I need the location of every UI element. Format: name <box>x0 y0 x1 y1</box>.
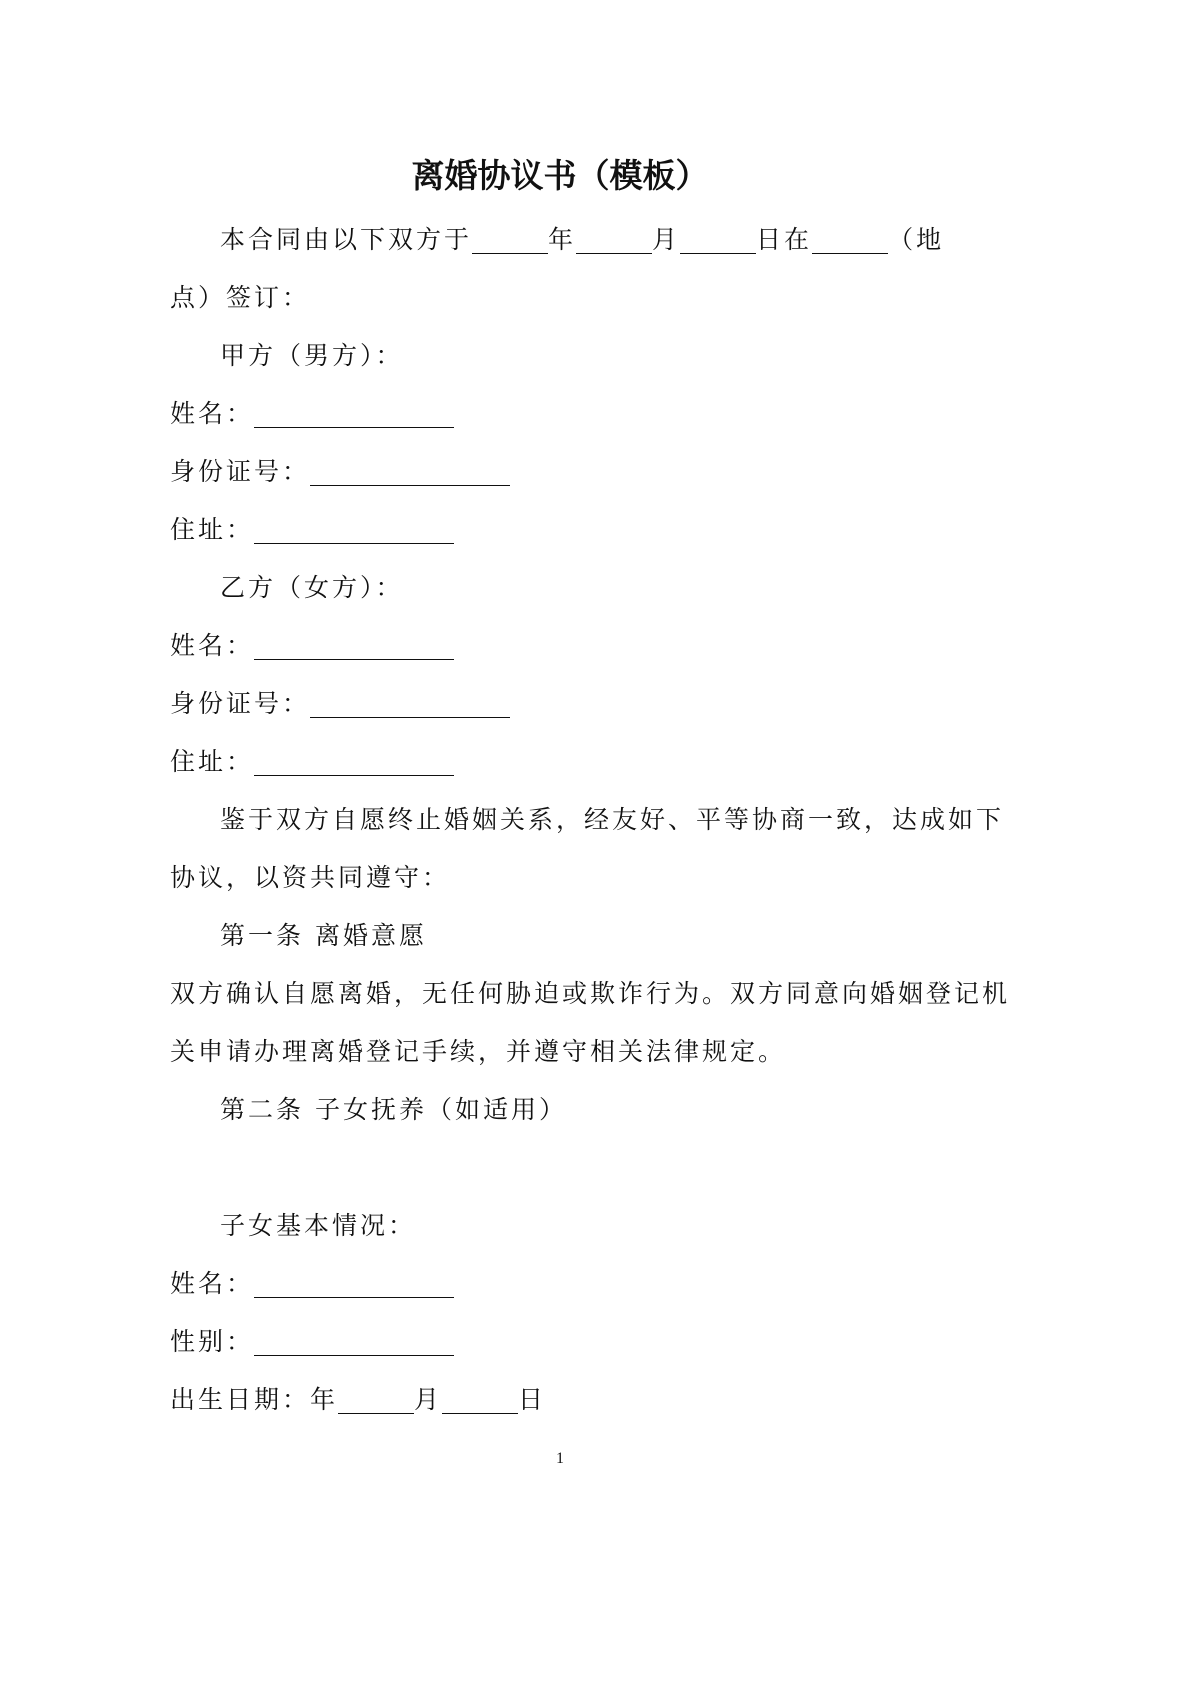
child-gender-row <box>170 1313 950 1371</box>
party-b-name-row <box>170 617 950 675</box>
intro-prefix: 本合同由以下双方于 <box>220 225 473 254</box>
party-a-id-field[interactable] <box>310 457 510 486</box>
place-blank[interactable] <box>812 225 888 254</box>
party-a-name-label: 姓名： <box>170 399 255 428</box>
intro-year-label: 年 <box>548 225 577 254</box>
party-b-heading: 乙方（女方）： <box>220 573 404 602</box>
party-b-name-label: 姓名： <box>170 631 255 660</box>
child-name-field[interactable] <box>254 1269 454 1298</box>
child-birth-day-field[interactable] <box>442 1385 518 1414</box>
article-1-heading: 第一条 离婚意愿 <box>220 921 427 950</box>
child-birth-day-label: 日 <box>518 1385 547 1414</box>
preamble-line-1: 鉴于双方自愿终止婚姻关系，经友好、平等协商一致，达成如下 <box>220 805 1005 834</box>
intro-month-label: 月 <box>652 225 681 254</box>
party-b-id-row <box>170 675 950 733</box>
document-body <box>170 211 1011 1429</box>
child-birth-row <box>170 1371 950 1429</box>
party-a-name-field[interactable] <box>254 399 454 428</box>
party-a-address-field[interactable] <box>254 515 454 544</box>
party-a-id-label: 身份证号： <box>170 457 311 486</box>
day-blank[interactable] <box>680 225 756 254</box>
article-2-heading: 第二条 子女抚养（如适用） <box>220 1095 567 1124</box>
article-1-line-1: 双方确认自愿离婚，无任何胁迫或欺诈行为。双方同意向婚姻登记机 <box>170 979 1011 1008</box>
intro-place-open: （地 <box>888 225 945 254</box>
blank-spacer <box>170 1139 950 1197</box>
party-b-name-field[interactable] <box>254 631 454 660</box>
document-title: 离婚协议书（模板） <box>411 156 709 195</box>
child-name-label: 姓名： <box>170 1269 255 1298</box>
child-gender-label: 性别： <box>170 1327 255 1356</box>
child-birth-month-field[interactable] <box>338 1385 414 1414</box>
party-b-id-label: 身份证号： <box>170 689 311 718</box>
intro-line-2: 点）签订： <box>170 283 311 312</box>
intro-day-label: 日在 <box>756 225 813 254</box>
child-name-row <box>170 1255 950 1313</box>
party-b-address-label: 住址： <box>170 747 255 776</box>
article-1-line-2: 关申请办理离婚登记手续，并遵守相关法律规定。 <box>170 1037 787 1066</box>
preamble-line-2: 协议，以资共同遵守： <box>170 863 451 892</box>
party-a-address-row <box>170 501 950 559</box>
child-info-heading: 子女基本情况： <box>220 1211 417 1240</box>
party-a-heading: 甲方（男方）： <box>220 341 404 370</box>
page-number: 1 <box>556 1450 564 1467</box>
party-b-address-field[interactable] <box>254 747 454 776</box>
child-gender-field[interactable] <box>254 1327 454 1356</box>
party-a-address-label: 住址： <box>170 515 255 544</box>
month-blank[interactable] <box>576 225 652 254</box>
child-birth-label: 出生日期：年 <box>170 1385 339 1414</box>
party-b-address-row <box>170 733 950 791</box>
party-a-id-row <box>170 443 950 501</box>
year-blank[interactable] <box>472 225 548 254</box>
party-a-name-row <box>170 385 950 443</box>
intro-line <box>170 211 950 269</box>
party-b-id-field[interactable] <box>310 689 510 718</box>
child-birth-month-label: 月 <box>414 1385 443 1414</box>
